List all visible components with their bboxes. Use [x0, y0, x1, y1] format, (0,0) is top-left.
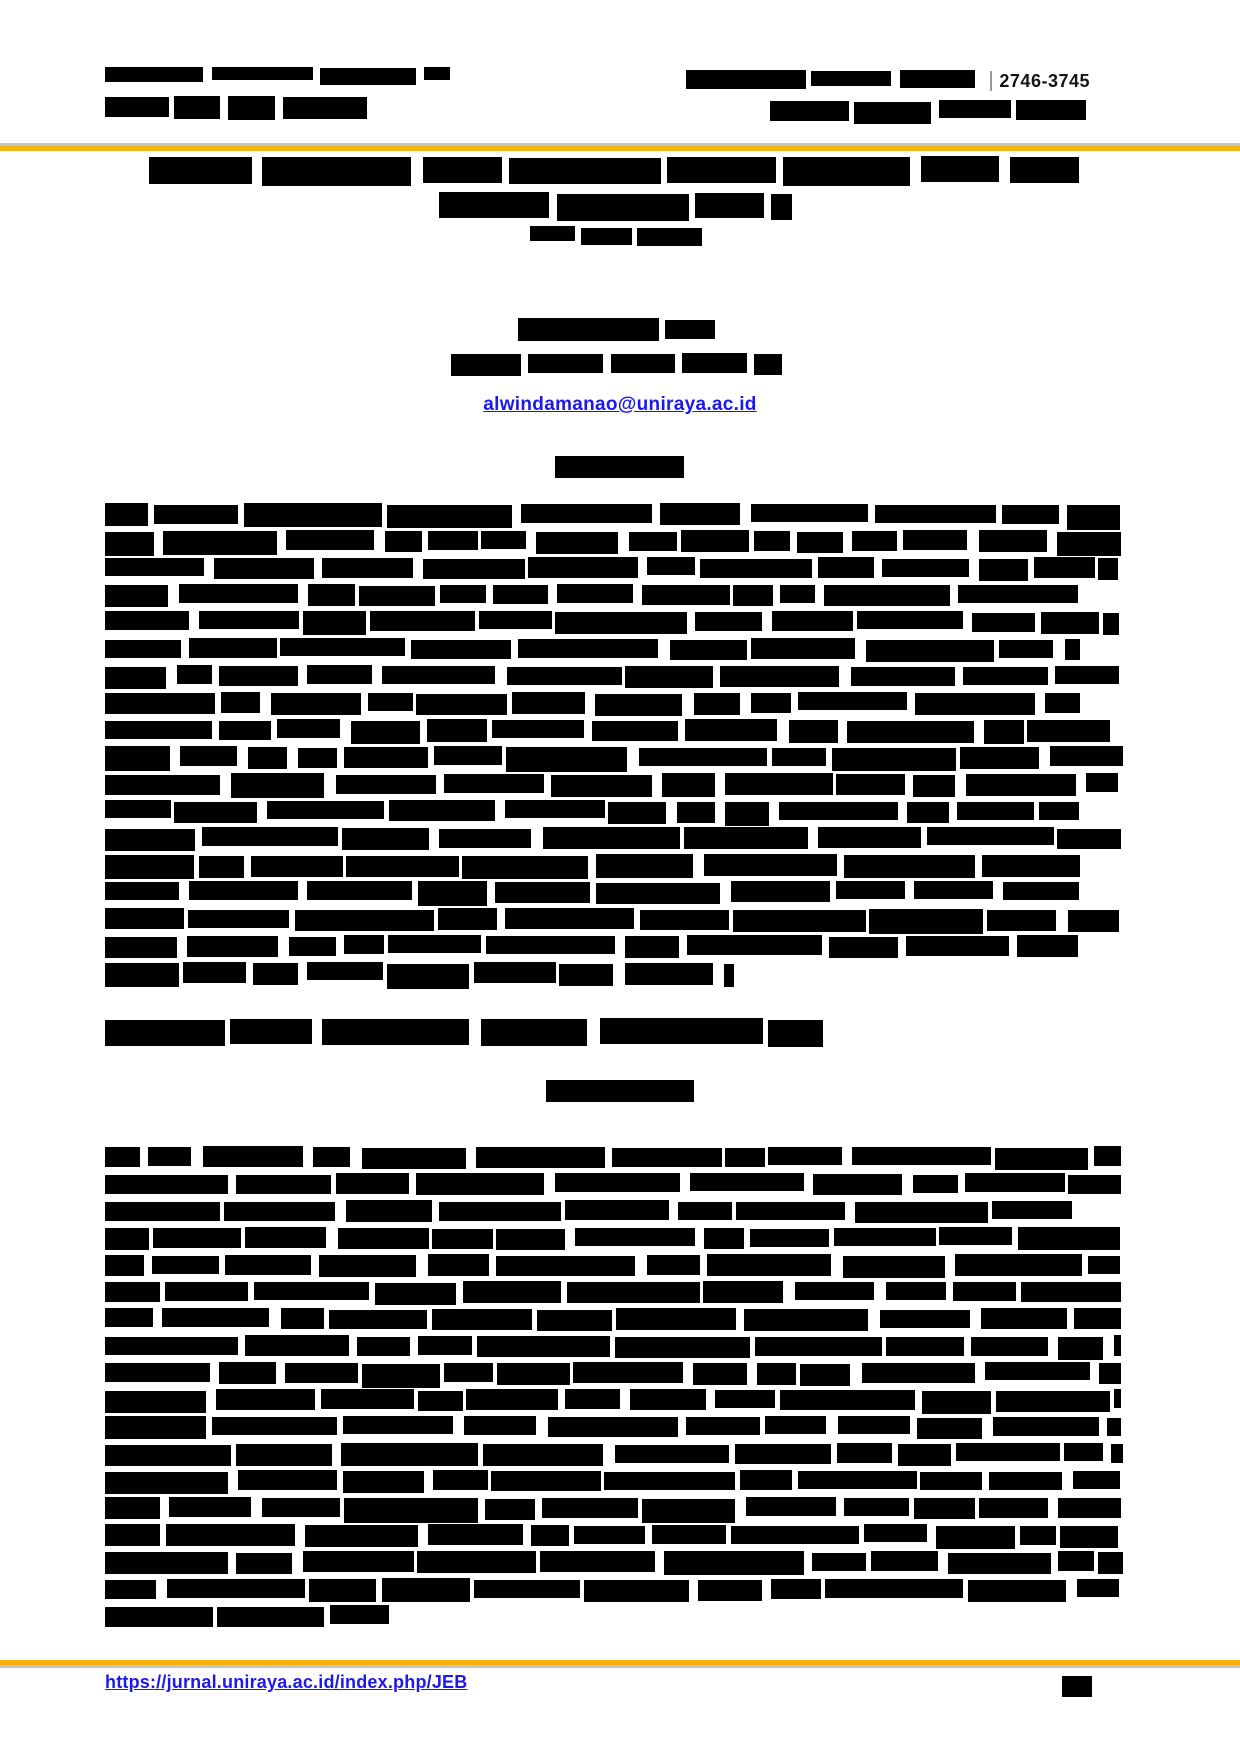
issn-line [655, 70, 1090, 92]
header-right-line2-redacted [770, 100, 1093, 124]
title-line2-redacted [439, 192, 802, 222]
journal-name-redacted [105, 66, 456, 86]
footer-divider-gray [0, 1665, 1240, 1668]
issn-number: 2746-3745 [999, 70, 1090, 91]
keywords-redacted [105, 1018, 830, 1049]
header-divider-gold [0, 146, 1240, 151]
footer-divider [0, 1660, 1240, 1668]
abstract-paragraph-redacted [105, 1146, 1134, 1632]
abstract-heading-redacted [546, 1078, 694, 1103]
volume-info-redacted [105, 95, 372, 122]
title-line1-redacted [149, 156, 1091, 188]
author-email-link[interactable]: alwindamanao@uniraya.ac.id [483, 394, 757, 415]
header-divider [0, 143, 1240, 151]
title-line3-redacted [530, 226, 710, 246]
journal-url-link[interactable]: https://jurnal.uniraya.ac.id/index.php/JEB [105, 1672, 468, 1692]
page-number-redacted [1062, 1676, 1092, 1697]
author-affiliation-redacted [451, 352, 790, 377]
abstrak-paragraph-redacted [105, 503, 1131, 989]
author-name-redacted [518, 318, 722, 343]
issn-prefix-redacted [686, 70, 983, 92]
abstrak-heading-redacted [555, 455, 685, 479]
issn-divider [990, 71, 992, 91]
